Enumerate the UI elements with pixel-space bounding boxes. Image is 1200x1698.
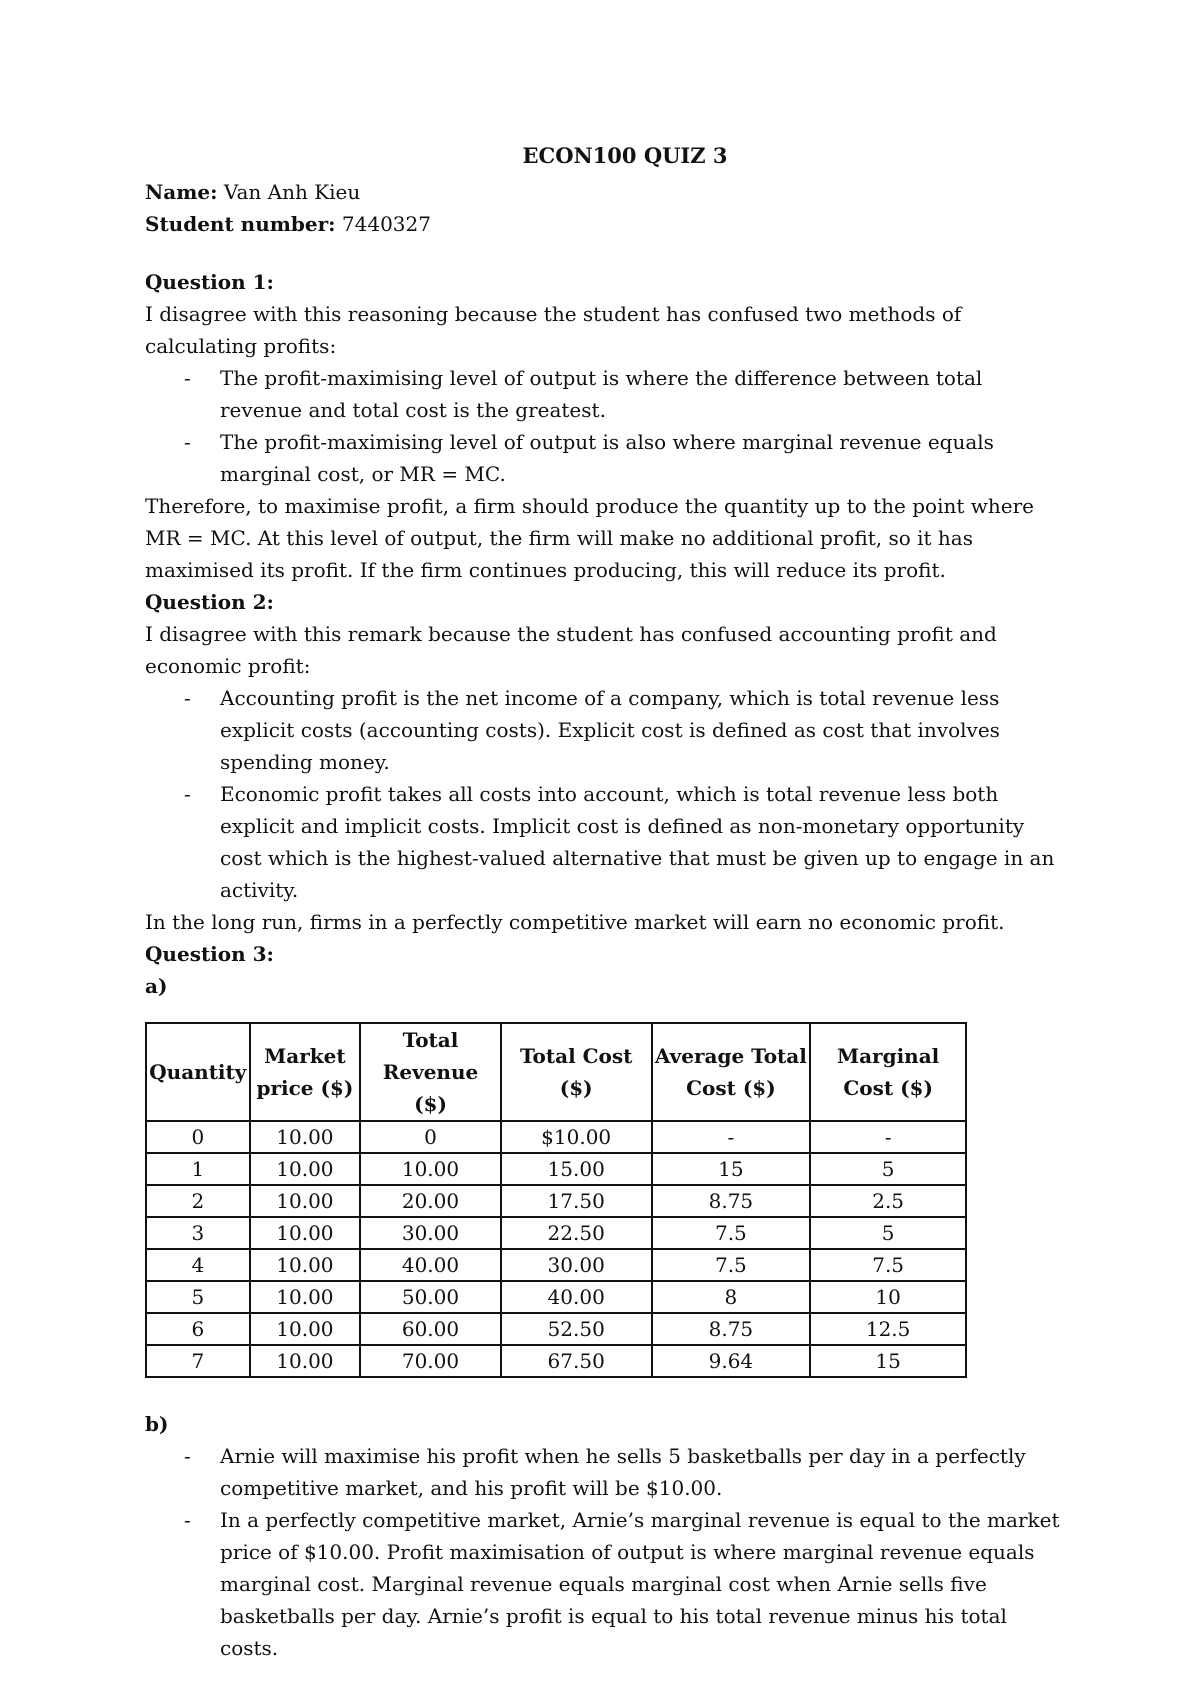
table-cell: 8.75: [652, 1313, 811, 1345]
column-header: Quantity: [146, 1023, 250, 1121]
table-cell: 7.5: [810, 1249, 966, 1281]
column-header: Average Total Cost ($): [652, 1023, 811, 1121]
table-cell: 5: [810, 1217, 966, 1249]
student-number-line: [145, 208, 1070, 240]
table-cell: 50.00: [360, 1281, 501, 1313]
table-cell: 2.5: [810, 1185, 966, 1217]
table-cell: 9.64: [652, 1345, 811, 1377]
column-header: Total Cost ($): [501, 1023, 652, 1121]
table-cell: 10: [810, 1281, 966, 1313]
part-b-label: b): [145, 1412, 169, 1436]
name-line: [145, 176, 1070, 208]
table-cell: 10.00: [250, 1121, 361, 1153]
table-cell: 0: [360, 1121, 501, 1153]
list-item: - In a perfectly competitive market, Arnie’s marginal revenue is equal to the market price of $10.00. Profit maximisation of output is where marginal revenue equals marginal cost. Marginal revenue equals marginal cost when Arnie sells five basketballs per day. Arnie’s profit is equal to his total revenue minus his total costs.: [184, 1508, 1060, 1660]
table-cell: 40.00: [360, 1249, 501, 1281]
document-title: ECON100 QUIZ 3: [522, 143, 728, 168]
table-cell: 10.00: [250, 1217, 361, 1249]
table-row: [146, 1153, 966, 1185]
question-2-conclusion: In the long run, firms in a perfectly competitive market will earn no economic profit.: [145, 910, 1005, 934]
list-item: - Accounting profit is the net income of a company, which is total revenue less explicit costs (accounting costs). Explicit cost is defined as cost that involves spending money.: [184, 686, 1000, 774]
table-cell: 10.00: [250, 1281, 361, 1313]
table-cell: 52.50: [501, 1313, 652, 1345]
table-cell: 10.00: [250, 1153, 361, 1185]
list-item: - The profit-maximising level of output is where the difference between total revenue and total cost is the greatest.: [184, 366, 983, 422]
cost-revenue-table: [145, 1022, 967, 1378]
table-row: [146, 1345, 966, 1377]
table-cell: 8.75: [652, 1185, 811, 1217]
column-header: Market price ($): [250, 1023, 361, 1121]
question-1-bullets: [145, 362, 1070, 490]
name-label: Name:: [145, 180, 218, 204]
table-cell: 17.50: [501, 1185, 652, 1217]
table-cell: 10.00: [250, 1185, 361, 1217]
table-cell: 1: [146, 1153, 250, 1185]
list-item: - Arnie will maximise his profit when he sells 5 basketballs per day in a perfectly competitive market, and his profit will be $10.00.: [184, 1444, 1026, 1500]
table-cell: 12.5: [810, 1313, 966, 1345]
table-cell: 5: [810, 1153, 966, 1185]
list-item: - The profit-maximising level of output is also where marginal revenue equals marginal cost, or MR = MC.: [184, 430, 994, 486]
table-row: [146, 1217, 966, 1249]
table-row: [146, 1281, 966, 1313]
table-row: [146, 1185, 966, 1217]
table-cell: 15.00: [501, 1153, 652, 1185]
table-cell: 10.00: [250, 1313, 361, 1345]
table-cell: 8: [652, 1281, 811, 1313]
question-1-conclusion: Therefore, to maximise profit, a firm should produce the quantity up to the point where MR = MC. At this level of output, the firm will make no additional profit, so it has maximised its profit. If the firm continues producing, this will reduce its profit.: [145, 494, 1034, 582]
question-2-intro: I disagree with this remark because the student has confused accounting profit and economic profit:: [145, 622, 997, 678]
table-cell: -: [810, 1121, 966, 1153]
question-3-heading: Question 3:: [145, 942, 274, 966]
table-cell: -: [652, 1121, 811, 1153]
student-number-label: Student number:: [145, 212, 336, 236]
table-cell: 2: [146, 1185, 250, 1217]
question-2-heading: Question 2:: [145, 590, 274, 614]
table-cell: 6: [146, 1313, 250, 1345]
table-row: [146, 1313, 966, 1345]
student-number-value: 7440327: [341, 212, 431, 236]
table-header-row: [146, 1023, 966, 1121]
table-cell: 7.5: [652, 1217, 811, 1249]
part-b-bullets: [145, 1440, 1070, 1664]
table-row: [146, 1249, 966, 1281]
table-cell: 7.5: [652, 1249, 811, 1281]
list-item: - Economic profit takes all costs into account, which is total revenue less both explicit and implicit costs. Implicit cost is defined as non-monetary opportunity cost which is the highest-valued alternative that must be given up to engage in an activity.: [184, 782, 1055, 902]
question-1-heading: Question 1:: [145, 270, 274, 294]
part-a-label: a): [145, 974, 168, 998]
table-cell: 22.50: [501, 1217, 652, 1249]
table-cell: 30.00: [360, 1217, 501, 1249]
question-2-bullets: [145, 682, 1070, 906]
table-cell: $10.00: [501, 1121, 652, 1153]
name-value: Van Anh Kieu: [223, 180, 361, 204]
table-row: [146, 1121, 966, 1153]
question-1-intro: I disagree with this reasoning because the student has confused two methods of calculating profits:: [145, 302, 962, 358]
table-cell: 15: [652, 1153, 811, 1185]
table-cell: 67.50: [501, 1345, 652, 1377]
table-cell: 10.00: [360, 1153, 501, 1185]
column-header: Total Revenue ($): [360, 1023, 501, 1121]
table-cell: 4: [146, 1249, 250, 1281]
table-cell: 0: [146, 1121, 250, 1153]
table-cell: 70.00: [360, 1345, 501, 1377]
column-header: Marginal Cost ($): [810, 1023, 966, 1121]
table-cell: 7: [146, 1345, 250, 1377]
table-cell: 3: [146, 1217, 250, 1249]
table-cell: 40.00: [501, 1281, 652, 1313]
table-cell: 10.00: [250, 1345, 361, 1377]
table-cell: 20.00: [360, 1185, 501, 1217]
table-cell: 60.00: [360, 1313, 501, 1345]
table-cell: 5: [146, 1281, 250, 1313]
table-cell: 15: [810, 1345, 966, 1377]
table-cell: 30.00: [501, 1249, 652, 1281]
table-cell: 10.00: [250, 1249, 361, 1281]
